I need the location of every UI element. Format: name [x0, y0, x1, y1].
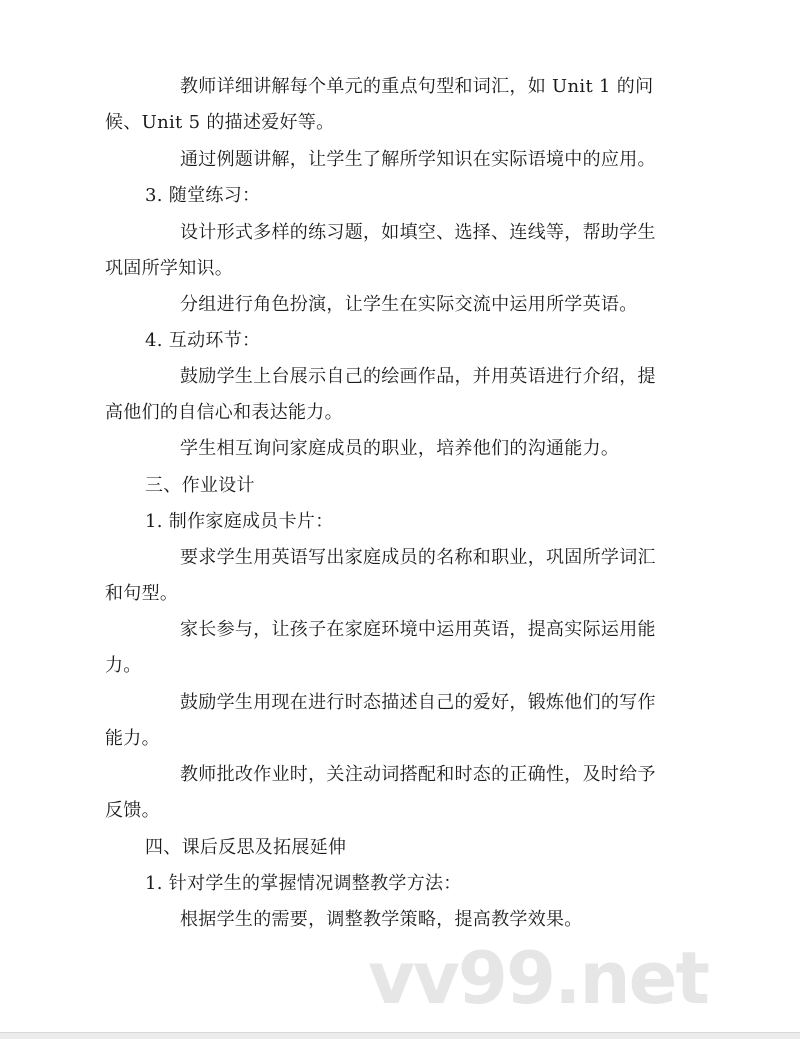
paragraph-line: 和句型。	[105, 583, 179, 604]
watermark: vv99.net	[368, 936, 708, 1020]
paragraph-line: 反馈。	[105, 800, 160, 821]
section-heading: 三、作业设计	[145, 475, 255, 496]
paragraph-line: 教师详细讲解每个单元的重点句型和词汇，如 Unit 1 的问	[180, 76, 654, 97]
paragraph-line: 通过例题讲解，让学生了解所学知识在实际语境中的应用。	[180, 149, 656, 170]
section-heading: 四、课后反思及拓展延伸	[145, 837, 347, 858]
paragraph-line: 根据学生的需要，调整教学策略，提高教学效果。	[180, 909, 583, 930]
paragraph-line: 教师批改作业时，关注动词搭配和时态的正确性，及时给予	[180, 764, 656, 785]
paragraph-line: 设计形式多样的练习题，如填空、选择、连线等，帮助学生	[180, 222, 656, 243]
paragraph-line: 要求学生用英语写出家庭成员的名称和职业，巩固所学词汇	[180, 547, 656, 568]
paragraph-line: 鼓励学生上台展示自己的绘画作品，并用英语进行介绍，提	[180, 366, 656, 387]
paragraph-line: 鼓励学生用现在进行时态描述自己的爱好，锻炼他们的写作	[180, 692, 656, 713]
list-heading: 1. 制作家庭成员卡片：	[145, 511, 334, 532]
paragraph-line: 学生相互询问家庭成员的职业，培养他们的沟通能力。	[180, 438, 620, 459]
paragraph-line: 候、Unit 5 的描述爱好等。	[105, 112, 335, 133]
paragraph-line: 高他们的自信心和表达能力。	[105, 402, 343, 423]
paragraph-line: 家长参与，让孩子在家庭环境中运用英语，提高实际运用能	[180, 619, 656, 640]
page-gap	[0, 1033, 800, 1039]
list-heading: 4. 互动环节：	[145, 330, 261, 351]
list-heading: 3. 随堂练习：	[145, 185, 261, 206]
list-heading: 1. 针对学生的掌握情况调整教学方法：	[145, 873, 462, 894]
paragraph-line: 力。	[105, 655, 142, 676]
paragraph-line: 巩固所学知识。	[105, 258, 234, 279]
paragraph-line: 分组进行角色扮演，让学生在实际交流中运用所学英语。	[180, 294, 638, 315]
paragraph-line: 能力。	[105, 728, 160, 749]
